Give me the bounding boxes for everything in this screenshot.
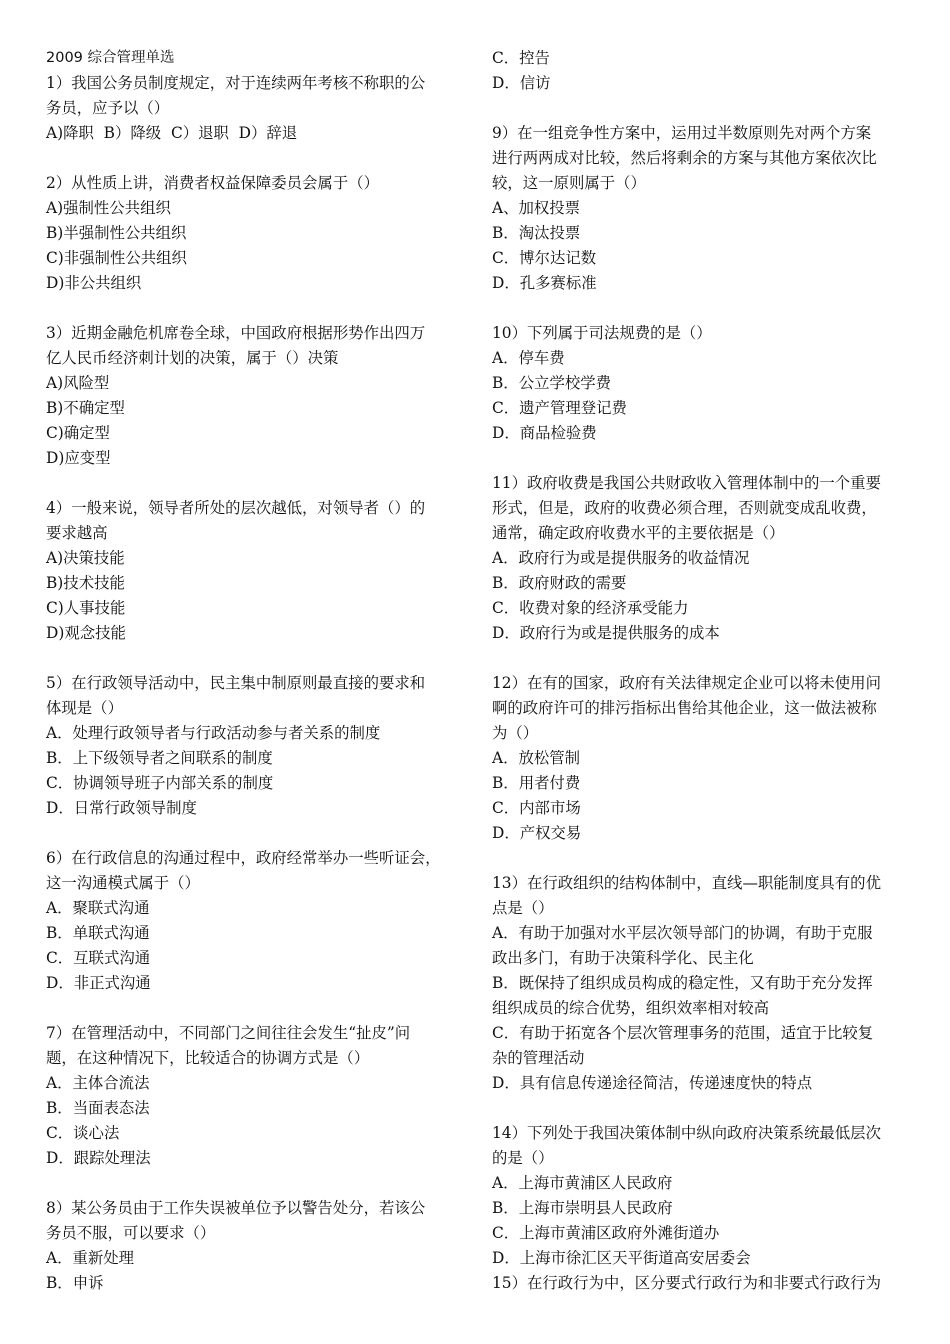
- paragraph-gap: [46, 146, 466, 171]
- text-line: D)观念技能: [46, 624, 126, 642]
- text-line: 较，这一原则属于（）: [492, 174, 646, 192]
- paragraph-gap: [46, 1171, 466, 1196]
- text-line: 进行两两成对比较，然后将剩余的方案与其他方案依次比: [492, 149, 877, 167]
- paragraph-gap: [492, 846, 908, 871]
- text-line: B．单联式沟通: [46, 924, 150, 942]
- text-line: 这一沟通模式属于（）: [46, 874, 200, 892]
- paragraph-gap: [46, 996, 466, 1021]
- text-line: 为（）: [492, 724, 539, 742]
- text-line: 组织成员的综合优势，组织效率相对较高: [492, 999, 770, 1017]
- paragraph-gap: [492, 446, 908, 471]
- text-line: D．孔多赛标准: [492, 274, 597, 292]
- text-line: A．政府行为或是提供服务的收益情况: [492, 549, 750, 567]
- text-line: 题，在这种情况下，比较适合的协调方式是（）: [46, 1049, 370, 1067]
- text-line: D．政府行为或是提供服务的成本: [492, 624, 720, 642]
- text-line: A．放松管制: [492, 749, 581, 767]
- text-line: 1）我国公务员制度规定，对于连续两年考核不称职的公: [46, 74, 426, 92]
- text-line: 8）某公务员由于工作失误被单位予以警告处分，若该公: [46, 1199, 426, 1217]
- text-line: D．商品检验费: [492, 424, 597, 442]
- text-line: 形式，但是，政府的收费必须合理，否则就变成乱收费，: [492, 499, 877, 517]
- text-line: 9）在一组竞争性方案中，运用过半数原则先对两个方案: [492, 124, 872, 142]
- text-line: A．聚联式沟通: [46, 899, 150, 917]
- text-line: C．遗产管理登记费: [492, 399, 627, 417]
- text-line: B)不确定型: [46, 399, 125, 417]
- text-line: B．上海市崇明县人民政府: [492, 1199, 673, 1217]
- text-line: C．协调领导班子内部关系的制度: [46, 774, 274, 792]
- text-line: 杂的管理活动: [492, 1049, 585, 1067]
- paragraph-gap: [492, 296, 908, 321]
- text-line: B)技术技能: [46, 574, 125, 592]
- text-line: 2）从性质上讲，消费者权益保障委员会属于（）: [46, 174, 379, 192]
- text-line: A．处理行政领导者与行政活动参与者关系的制度: [46, 724, 381, 742]
- text-line: 3）近期金融危机席卷全球，中国政府根据形势作出四万: [46, 324, 426, 342]
- text-line: D．跟踪处理法: [46, 1149, 151, 1167]
- text-line: B．淘汰投票: [492, 224, 581, 242]
- text-line: B．申诉: [46, 1274, 104, 1292]
- text-line: 5）在行政领导活动中，民主集中制原则最直接的要求和: [46, 674, 426, 692]
- paragraph-gap: [492, 96, 908, 121]
- text-line: D)应变型: [46, 449, 111, 467]
- text-line: C．有助于拓宽各个层次管理事务的范围，适宜于比较复: [492, 1024, 874, 1042]
- text-line: B．政府财政的需要: [492, 574, 627, 592]
- text-line: C．上海市黄浦区政府外滩街道办: [492, 1224, 720, 1242]
- text-line: 亿人民币经济刺计划的决策，属于（）决策: [46, 349, 339, 367]
- text-line: 13）在行政组织的结构体制中，直线—职能制度具有的优: [492, 874, 881, 892]
- text-line: A．上海市黄浦区人民政府: [492, 1174, 673, 1192]
- text-line: D．日常行政领导制度: [46, 799, 197, 817]
- text-line: B)半强制性公共组织: [46, 224, 187, 242]
- text-line: 的是（）: [492, 1149, 554, 1167]
- right-column: [492, 46, 908, 1296]
- document-title: 2009 综合管理单选: [46, 50, 175, 66]
- text-line: A．重新处理: [46, 1249, 135, 1267]
- text-line: D．信访: [492, 74, 551, 92]
- text-line: A)降职 B）降级 C）退职 D）辞退: [46, 124, 298, 142]
- text-line: C)确定型: [46, 424, 110, 442]
- left-column: [46, 46, 466, 1296]
- text-line: C．内部市场: [492, 799, 581, 817]
- text-line: 14）下列处于我国决策体制中纵向政府决策系统最低层次: [492, 1124, 881, 1142]
- text-line: B．既保持了组织成员构成的稳定性，又有助于充分发挥: [492, 974, 873, 992]
- text-line: 体现是（）: [46, 699, 123, 717]
- text-line: 10）下列属于司法规费的是（）: [492, 324, 712, 342]
- text-line: D)非公共组织: [46, 274, 142, 292]
- text-line: 通常，确定政府收费水平的主要依据是（）: [492, 524, 785, 542]
- text-line: A．有助于加强对水平层次领导部门的协调，有助于克服: [492, 924, 873, 942]
- text-line: D．具有信息传递途径简洁，传递速度快的特点: [492, 1074, 813, 1092]
- text-line: 12）在有的国家，政府有关法律规定企业可以将未使用问: [492, 674, 881, 692]
- text-line: C．控告: [492, 49, 550, 67]
- text-line: C．博尔达记数: [492, 249, 597, 267]
- text-line: 4）一般来说，领导者所处的层次越低，对领导者（）的: [46, 499, 426, 517]
- text-line: 11）政府收费是我国公共财政收入管理体制中的一个重要: [492, 474, 881, 492]
- text-line: 务员不服，可以要求（）: [46, 1224, 216, 1242]
- paragraph-gap: [46, 821, 466, 846]
- paragraph-gap: [46, 646, 466, 671]
- text-line: 务员，应予以（）: [46, 99, 170, 117]
- text-line: C．收费对象的经济承受能力: [492, 599, 689, 617]
- text-line: 6）在行政信息的沟通过程中，政府经常举办一些听证会，: [46, 849, 441, 867]
- text-line: B．用者付费: [492, 774, 581, 792]
- text-line: B．当面表态法: [46, 1099, 150, 1117]
- text-line: 7）在管理活动中，不同部门之间往往会发生“扯皮”问: [46, 1024, 411, 1042]
- paragraph-gap: [492, 646, 908, 671]
- text-line: A．停车费: [492, 349, 565, 367]
- text-line: C．谈心法: [46, 1124, 120, 1142]
- paragraph-gap: [492, 1096, 908, 1121]
- text-line: 啊的政府许可的排污指标出售给其他企业，这一做法被称: [492, 699, 877, 717]
- text-line: D．产权交易: [492, 824, 582, 842]
- text-line: 15）在行政行为中，区分要式行政行为和非要式行政行为: [492, 1274, 881, 1292]
- text-line: A)风险型: [46, 374, 110, 392]
- text-line: A)强制性公共组织: [46, 199, 171, 217]
- text-line: C)非强制性公共组织: [46, 249, 187, 267]
- text-line: 点是（）: [492, 899, 554, 917]
- text-line: D．非正式沟通: [46, 974, 151, 992]
- paragraph-gap: [46, 296, 466, 321]
- text-line: 政出多门，有助于决策科学化、民主化: [492, 949, 754, 967]
- paragraph-gap: [46, 471, 466, 496]
- text-line: A．主体合流法: [46, 1074, 150, 1092]
- text-line: C．互联式沟通: [46, 949, 151, 967]
- text-line: B．上下级领导者之间联系的制度: [46, 749, 273, 767]
- text-line: A)决策技能: [46, 549, 125, 567]
- text-line: C)人事技能: [46, 599, 126, 617]
- text-line: B．公立学校学费: [492, 374, 612, 392]
- text-line: D．上海市徐汇区天平街道高安居委会: [492, 1249, 751, 1267]
- text-line: A、加权投票: [492, 199, 581, 217]
- text-line: 要求越高: [46, 524, 108, 542]
